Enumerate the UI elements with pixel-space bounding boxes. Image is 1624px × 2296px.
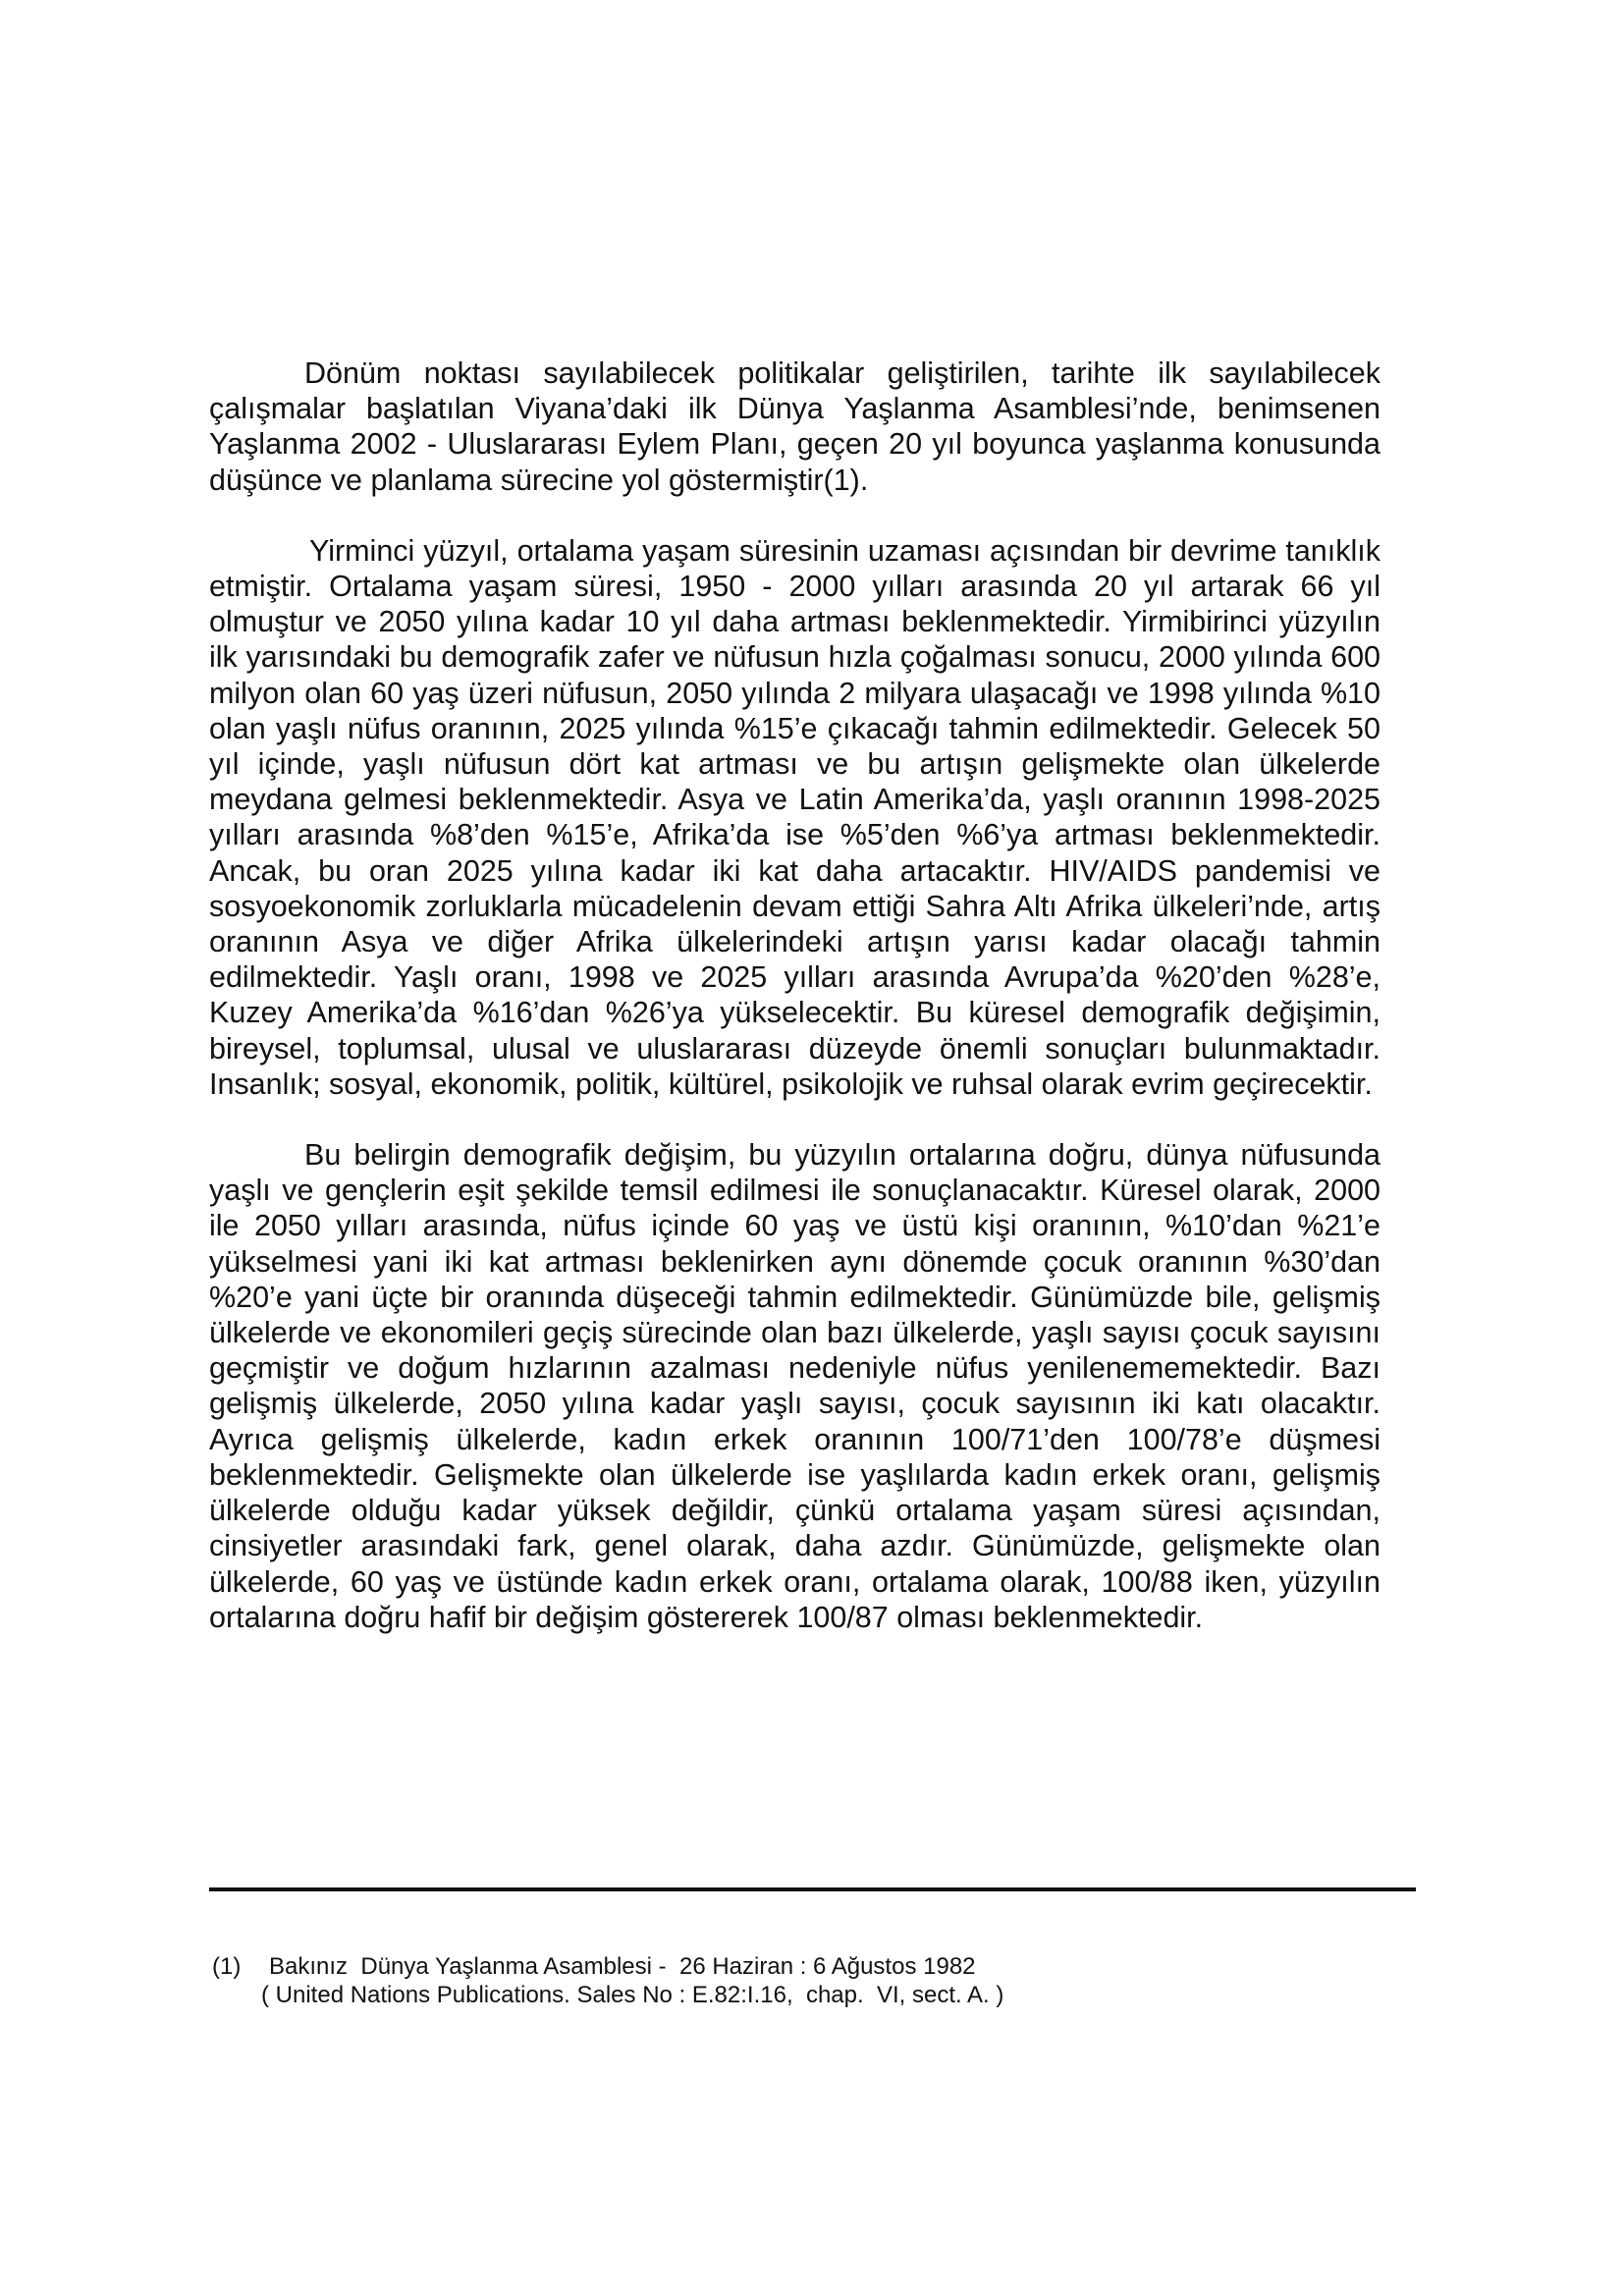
footnote-marker: (1) <box>212 1953 242 1980</box>
footnote-line-2: ( United Nations Publications. Sales No : E.82:I.16, chap. VI, sect. A. ) <box>261 1982 1004 2008</box>
paragraph-life-expectancy: Yirminci yüzyıl, ortalama yaşam süresinin uzaması açısından bir devrime tanıklık etmiştir. Ortalama yaşam süresi, 1950 - 2000 yılları arasında 20 yıl artarak 66 yıl olmuştur ve 2050 yılına kadar 10 yıl daha artması beklenmektedir. Yirmibirinci yüzyılın ilk yarısındaki bu demografik zafer ve nüfusun hızla çoğalması sonucu, 2000 yılında 600 milyon olan 60 yaş üzeri nüfusun, 2050 yılında 2 milyara ulaşacağı ve 1998 yılında %10 olan yaşlı nüfus oranının, 2025 yılında %15’e çıkacağı tahmin edilmektedir. Gelecek 50 yıl içinde, yaşlı nüfusun dört kat artması ve bu artışın gelişmekte olan ülkelerde meydana gelmesi beklenmektedir. Asya ve Latin Amerika’da, yaşlı oranının 1998-2025 yılları arasında %8’den %15’e, Afrika’da ise %5’den %6’ya artması beklenmektedir. Ancak, bu oran 2025 yılına kadar iki kat daha artacaktır. HIV/AIDS pandemisi ve sosyoekonomik zorluklarla mücadelenin devam ettiği Sahra Altı Afrika ülkeleri’nde, artış oranının Asya ve diğer Afrika ülkelerindeki artışın yarısı kadar olacağı tahmin edilmektedir. Yaşlı oranı, 1998 ve 2025 yılları arasında Avrupa’da %20’den %28’e, Kuzey Amerika’da %16’dan %26’ya yükselecektir. Bu küresel demografik değişimin, bireysel, toplumsal, ulusal ve uluslararası düzeyde önemli sonuçları bulunmaktadır. Insanlık; sosyal, ekonomik, politik, kültürel, psikolojik ve ruhsal olarak evrim geçirecektir. <box>209 533 1380 1101</box>
document-body <box>209 355 1380 1635</box>
paragraph-demographic-change: Bu belirgin demografik değişim, bu yüzyılın ortalarına doğru, dünya nüfusunda yaşlı ve gençlerin eşit şekilde temsil edilmesi ile sonuçlanacaktır. Küresel olarak, 2000 ile 2050 yılları arasında, nüfus içinde 60 yaş ve üstü kişi oranının, %10’dan %21’e yükselmesi yani iki kat artması beklenirken aynı dönemde çocuk oranının %30’dan %20’e yani üçte bir oranında düşeceği tahmin edilmektedir. Günümüzde bile, gelişmiş ülkelerde ve ekonomileri geçiş sürecinde olan bazı ülkelerde, yaşlı sayısı çocuk sayısını geçmiştir ve doğum hızlarının azalması nedeniyle nüfus yenilenememektedir. Bazı gelişmiş ülkelerde, 2050 yılına kadar yaşlı sayısı, çocuk sayısının iki katı olacaktır. Ayrıca gelişmiş ülkelerde, kadın erkek oranının 100/71’den 100/78’e düşmesi beklenmektedir. Gelişmekte olan ülkelerde ise yaşlılarda kadın erkek oranı, gelişmiş ülkelerde olduğu kadar yüksek değildir, çünkü ortalama yaşam süresi açısından, cinsiyetler arasındaki fark, genel olarak, daha azdır. Günümüzde, gelişmekte olan ülkelerde, 60 yaş ve üstünde kadın erkek oranı, ortalama olarak, 100/88 iken, yüzyılın ortalarına doğru hafif bir değişim göstererek 100/87 olması beklenmektedir. <box>209 1138 1380 1634</box>
footnote-line-1 <box>212 1952 1003 1981</box>
footnote-reference: Bakınız Dünya Yaşlanma Asamblesi - 26 Haziran : 6 Ağustos 1982 <box>269 1953 976 1980</box>
footnote <box>212 1952 1003 2009</box>
footnote-separator-rule <box>209 1887 1416 1891</box>
paragraph-vienna-assembly: Dönüm noktası sayılabilecek politikalar geliştirilen, tarihte ilk sayılabilecek çalışmalar başlatılan Viyana’daki ilk Dünya Yaşlanma Asamblesi’nde, benimsenen Yaşlanma 2002 - Uluslararası Eylem Planı, geçen 20 yıl boyunca yaşlanma konusunda düşünce ve planlama sürecine yol göstermiştir(1). <box>209 356 1380 497</box>
